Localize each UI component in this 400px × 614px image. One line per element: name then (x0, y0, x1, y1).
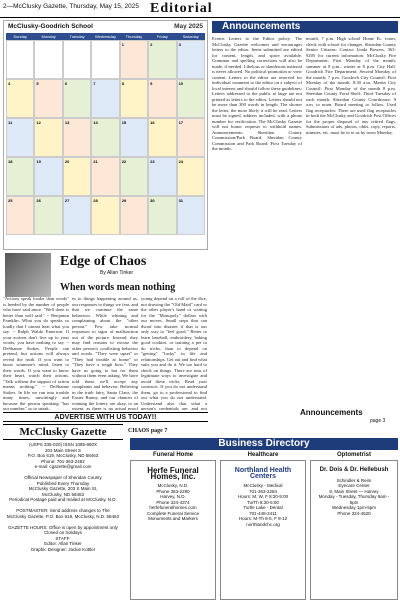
calendar-month: May 2025 (174, 23, 203, 30)
calendar-date: 15 (121, 120, 127, 125)
announcements-footer: Announcements (300, 408, 363, 417)
info-line: McClusky, N.D. (157, 483, 189, 488)
masthead-title: McClusky Gazette (3, 424, 123, 440)
column-text-2 (72, 296, 138, 410)
info-line: Graphic Designer: Jackie Kottler (30, 546, 96, 552)
calendar-cell (34, 157, 62, 196)
calendar-cell (120, 157, 148, 196)
calendar-cell (148, 157, 176, 196)
info-line: P.O. Box 619, McClusky, ND 58463 (27, 453, 99, 458)
biz-name: Herfe Funeral Homes, Inc. (147, 466, 199, 481)
columnist-photo (5, 253, 51, 297)
calendar-cell (91, 79, 119, 118)
biz-lines (134, 483, 212, 522)
calendar-cell (6, 40, 34, 79)
calendar-date: 25 (8, 198, 13, 203)
info-line: Periodical Postage paid and mailed at McClusky, N.D. (9, 497, 117, 502)
calendar-date: 7 (93, 81, 96, 86)
info-line: Official Newspaper of Sheridan County (24, 475, 102, 480)
funeral-home-ad[interactable] (130, 452, 216, 610)
calendar-cell (120, 118, 148, 157)
calendar-date: 28 (93, 198, 98, 203)
info-line: Monuments and Markers (148, 516, 198, 521)
biz-name: Northland Health Centers (234, 467, 292, 480)
calendar-date: 14 (93, 120, 98, 125)
info-line: Hours: M-Th 8-5, F 8-12 (238, 516, 288, 521)
info-line: McClusky Gazette, 203 S Main St, (28, 486, 98, 491)
masthead-info (3, 442, 123, 552)
calendar-cell (148, 196, 176, 235)
info-line: Editor: Allan Tinker (44, 541, 82, 546)
school-calendar (3, 20, 208, 250)
calendar-cell (177, 79, 205, 118)
info-line: Monday - Tuesday, Thursday 9am - 5pm (318, 494, 390, 505)
page-header (0, 0, 400, 18)
announcement-text: Events Letters to the Editor policy. The McClusky Gazette welcomes and encourages letters to the editor. Items submitted are edited for content, length, and space available. Grammar and spelling corrections will also be made, if needed. Libelous or slanderous material is never allowed. No political promotion or view content. Letters to the editor are reserved for individual comment to the editor on a subject of local interest and should follow these guidelines: Letters addressed to the public at large are not printed as letters to the editor. Letters should not be more than 300 words in length. The shorter the letter, the more likely it will be read. Letters must be signed, address included, with a phone number for verification. The McClusky Gazette will not honor requests to withhold names. Announcements: Sheridan County Commission/Park Board. Sheridan County Commission and Park Board: First Tuesday of the month. (212, 36, 302, 151)
calendar-date: 23 (150, 159, 155, 164)
calendar-day-header: Friday (148, 33, 176, 40)
info-line: Phone: 701-363-2492 (41, 458, 85, 464)
business-directory-header: Business Directory (130, 438, 398, 450)
calendar-cell (63, 118, 91, 157)
calendar-cell (34, 40, 62, 79)
biz-lines (224, 483, 302, 527)
calendar-day-header: Thursday (120, 33, 148, 40)
info-line: northlandchc.org (246, 521, 280, 527)
calendar-date: 29 (121, 198, 127, 203)
announcements-header: Announcements (212, 21, 398, 33)
calendar-cell (148, 118, 176, 157)
calendar-date: 17 (178, 120, 184, 125)
column-text-1 (3, 296, 69, 410)
biz-lines (314, 478, 394, 517)
calendar-cell (177, 40, 205, 79)
calendar-day-header: Sunday (6, 33, 34, 40)
calendar-date: 3 (178, 42, 181, 47)
info-line: McClusky - Medical (243, 483, 283, 488)
calendar-title (4, 21, 207, 32)
info-line: Phone 324-4374 (156, 499, 190, 505)
calendar-cell (34, 196, 62, 235)
info-line: 701-448-2411 (249, 510, 277, 516)
calendar-cell (34, 118, 62, 157)
column-title: Edge of Chaos (60, 254, 147, 269)
info-line: 701-363-2284 (248, 488, 278, 494)
info-line: Turtle Lake - Dental (243, 505, 283, 510)
calendar-date: 2 (150, 42, 153, 47)
column-subtitle: When words mean nothing (60, 282, 176, 293)
calendar-grid (6, 33, 205, 235)
calendar-date: 10 (178, 81, 184, 86)
calendar-cell (177, 196, 205, 235)
calendar-date: 11 (8, 120, 13, 125)
info-line: Hours: M, W, F 8:30-5:00 (237, 494, 289, 499)
calendar-date: 26 (36, 198, 41, 203)
calendar-date: 9 (150, 81, 153, 86)
chaos-continued: CHAOS page 7 (128, 428, 168, 434)
calendar-date: 4 (8, 81, 11, 86)
info-line: Wednesday 1pm-5pm (332, 505, 376, 510)
calendar-cell (120, 79, 148, 118)
column-paragraph: es to things happening around us, our responses to things we fear, and that we continue the same behaviors. While whining and complaining about the "other person." Few take normal responses to signs of malfunction out of the picture. Instead, they may find reasons to excuse the other person's conflicting behavior and words. "They were upset" or "They had trouble at home" or "They have a tough boss." They have us going to bat for them without them even asking. We have told them we'll accept any complaints and behavior. Believing in the truth fairy, Santa Claus, the Easter Bunny, and our chances of winning the lottery are okay, to an extent, as there is no actual proof (72, 296, 138, 410)
optometrist-ad[interactable] (310, 452, 398, 610)
calendar-cell (34, 79, 62, 118)
calendar-cell (177, 157, 205, 196)
calendar-school: McClusky-Goodrich School (8, 23, 93, 30)
calendar-date: 24 (178, 159, 184, 164)
calendar-date: 1 (121, 42, 124, 47)
page-folio: 2—McClusky Gazette, Thursday, May 15, 2025 (3, 3, 139, 10)
info-line: (USPS 335-020) ISSN 1085-860X (28, 442, 98, 447)
info-line: STAFF: (55, 535, 71, 541)
calendar-cell (6, 196, 34, 235)
calendar-cell (63, 79, 91, 118)
info-line: 8, Main Street — Harvey (329, 488, 379, 494)
column-paragraph: young depend on a roll of the dice, not drawing the "Old Maid" card or the other player's hand or waiting for the "Monopoly" dollars with our moves. Small steps that can dwarf into disaster if that is our only way to "feel good." Better to learn baseball, embroidery, baking good cookies, or training a pet to do tricks, than to depend on "getting" "lucky" in life and relationships. Get out and find what suits you and do it. We too hard to check on things. There are tons of legitimate ways to investigate and avoid these tricks. Read your contracts. If you do not understand them, go to a professional to find out what you do not understand. Understand also that what a person's credentials are, and not (141, 296, 207, 410)
calendar-date: 27 (64, 198, 70, 203)
calendar-date: 19 (36, 159, 41, 164)
info-line: GAZETTE HOURS: Office is open by appointment only (8, 524, 118, 530)
info-line: Eyecare Center (338, 483, 370, 488)
calendar-date: 31 (178, 198, 184, 203)
calendar-date: 16 (150, 120, 155, 125)
biz-category: Optometrist (336, 452, 371, 458)
info-line: Published Every Thursday (36, 480, 90, 486)
info-line: Closed on holidays (43, 530, 83, 535)
calendar-day-header: Wednesday (91, 33, 119, 40)
announcements-col-2 (306, 36, 396, 406)
calendar-cell (91, 118, 119, 157)
calendar-cell (148, 40, 176, 79)
calendar-date: 20 (64, 159, 70, 164)
column-text-3 (141, 296, 207, 410)
column-byline: By Allan Tinker (100, 270, 134, 276)
biz-box (130, 460, 216, 600)
calendar-date: 5 (36, 81, 39, 86)
announcements-col-1 (212, 36, 302, 406)
calendar-date: 18 (8, 159, 13, 164)
calendar-cell (63, 196, 91, 235)
calendar-cell (63, 157, 91, 196)
biz-box (220, 460, 306, 600)
calendar-date: 6 (64, 81, 68, 86)
calendar-day-header: Monday (34, 33, 62, 40)
calendar-day-header: Saturday (177, 33, 205, 40)
calendar-cell (91, 196, 119, 235)
info-line: e-mail: cgazette@gmail.com (34, 464, 92, 469)
info-line: POSTMASTER: Send address changes to The (16, 508, 110, 513)
advertise-banner[interactable]: ADVERTISE WITH US TODAY!! (3, 412, 208, 422)
info-line: Tu/Th 8:30-5:00 (247, 499, 279, 505)
biz-category: Healthcare (247, 452, 279, 458)
info-line: Complete Funeral Service (146, 510, 200, 516)
calendar-cell (91, 157, 119, 196)
biz-name: Dr. Dois & Dr. Hellebush (319, 467, 389, 473)
section-title: Editorial (150, 1, 213, 16)
calendar-date: 13 (64, 120, 70, 125)
calendar-day-header: Tuesday (63, 33, 91, 40)
info-line: 203 Main Street S (44, 447, 82, 453)
calendar-cell (6, 118, 34, 157)
calendar-date: 8 (121, 81, 124, 86)
calendar-cell (6, 157, 34, 196)
info-line: McClusky Gazette, P.O. Box 619, McClusky, N.D. 58463 (6, 513, 120, 519)
announcements-page-ref: page 3 (370, 418, 386, 424)
info-line: Phone 363-2290 (156, 488, 190, 494)
info-line: herfefuneralhomes.com (149, 505, 197, 510)
calendar-cell (6, 79, 34, 118)
calendar-cell (177, 118, 205, 157)
biz-category: Funeral Home (152, 452, 193, 458)
healthcare-ad[interactable] (220, 452, 306, 610)
biz-box (310, 460, 398, 600)
calendar-cell (91, 40, 119, 79)
masthead (3, 424, 123, 552)
calendar-date: 30 (150, 198, 155, 203)
calendar-cell (120, 196, 148, 235)
info-line: Phone 324-4520 (337, 510, 371, 516)
info-line: Schindler & Reim (336, 477, 372, 483)
calendar-date: 22 (121, 159, 127, 164)
info-line: McClusky, ND 58463 (42, 491, 84, 497)
calendar-cell (148, 79, 176, 118)
info-line: Harvey, N.D. (160, 494, 186, 499)
calendar-date: 21 (93, 159, 98, 164)
calendar-cell (63, 40, 91, 79)
calendar-cell (120, 40, 148, 79)
announcement-text: month, 7 p.m. High school Home Ec. room; check with school for changes. Sheridan County Senior Citizens: Contact Linda Bowers, 363-9205 for current information. McClusky Fire Department: First Monday of the month; summer at 8 p.m., winter at 8 p.m. City Hall. Goodrich Fire Department: Second Monday of the month; 7 p.m. Goodrich City Council: First Monday of the month; 8:30 a.m. Martin City Council: First Monday of the month 8 p.m. Sheridan County Food Shelf: Third Tuesday of each month. Sheridan County Courthouse: 9 a.m. to noon. Board meeting to follow. Used flag receptacles: There are used flag receptacles in both the McClusky and Goodrich Post Offices for the proper disposal of any retired flags. Submissions of ads, photos, obits, copy, reports, minutes, etc. must be in to us by noon Monday. (306, 36, 396, 135)
column-paragraph: "Actions speak louder than words" is heeded by the number of people who have said more. "Well done is better than well said." ~ Benjamin Franklin. What you do speaks so loudly that I cannot hear what you say. ~ Ralph Waldo Emerson. If your actions don't live up to your words, you have nothing to say. ~ DeShanne Stokes. People can pretend, but actions will always reveal the truth. If you want to know someone's mind, listen to their words. If you want to know their heart, watch their actions. "Talk without the support of action means nothing." ~ DeShanne Stokes. In life we run into trouble many times, unwittingly and because the person speaking "has our number," so to speak. (3, 296, 69, 410)
calendar-date: 12 (36, 120, 41, 125)
